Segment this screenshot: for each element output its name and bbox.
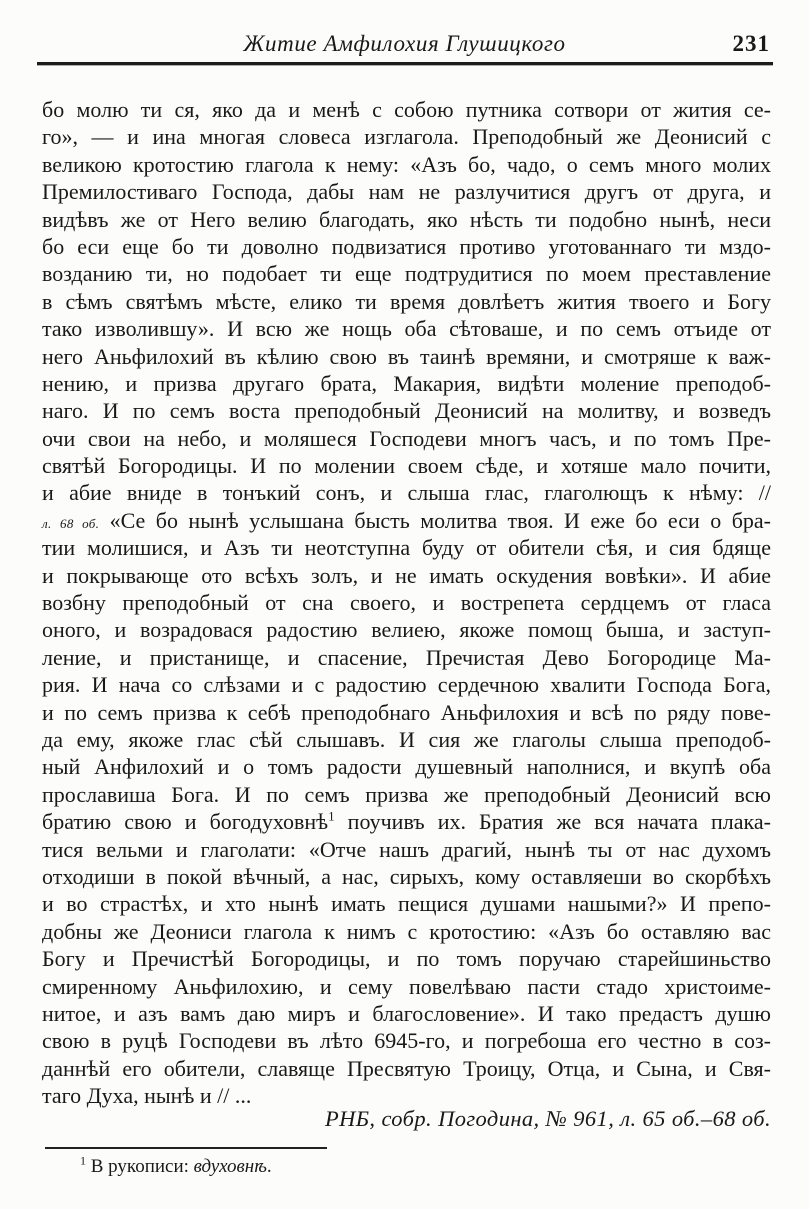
body-line: и по семъ призва к себѣ преподобнаго Аньфилохия и всѣ по ряду пове- [42, 699, 771, 725]
body-line: и покрывающе ото всѣхъ золъ, и не имать оскудения вовѣки». И абие [42, 562, 771, 588]
body-line: Премилостиваго Господа, дабы нам не разлучитися другъ от друга, и [42, 179, 771, 205]
body-line: и во страстѣх, и хто нынѣ имать пещися душами нашыми?» И препо- [42, 891, 771, 917]
page-number: 231 [732, 31, 770, 56]
body-line: добны же Деониси глагола к нимъ с кротостию: «Азъ бо оставляю вас [42, 918, 771, 944]
body-line: нитое, и азъ вамъ даю миръ и благословение». И тако предастъ душю [42, 1000, 771, 1026]
body-line: Богу и Пречистѣй Богородицы, и по томъ поручаю старейшиньство [42, 946, 771, 972]
body-line: л. 68 об. «Се бо нынѣ услышана бысть молитва твоя. И еже бо еси о бра- [42, 507, 771, 533]
body-line: тако изволившу». И всю же нощь оба сѣтоваше, и по семъ отъиде от [42, 316, 771, 342]
body-line: тися вельми и глаголати: «Отче нашъ драгий, нынѣ ты от нас духомъ [42, 836, 771, 862]
body-line: свою в руцѣ Господеви въ лѣто 6945-го, и погребоша его честно в соз- [42, 1028, 771, 1054]
header-rule [37, 62, 773, 65]
body-line: даннѣй его обители, славяще Пресвятую Троицу, Отца, и Сына, и Свя- [42, 1055, 771, 1081]
body-line: прославиша Бога. И по семъ призва же преподобный Деонисий всю [42, 781, 771, 807]
page-title: Житие Амфилохия Глушицкого [243, 31, 566, 56]
body-line: ление, и пристанище, и спасение, Пречистая Дево Богородице Ма- [42, 644, 771, 670]
body-line: рия. И нача со слѣзами и с радостию сердечною хвалити Господа Бога, [42, 672, 771, 698]
footnote-label: В рукописи: [86, 1156, 194, 1177]
body-line: смиренному Аньфилохию, и сему повелѣваю пасти стадо христоиме- [42, 973, 771, 999]
body-line: возбну преподобный от сна своего, и вострепета сердцемъ от гласа [42, 590, 771, 616]
body-line: очи свои на небо, и моляшеся Господеви многъ часъ, и по томъ Пре- [42, 425, 771, 451]
body-line: да ему, якоже глас сѣй слышавъ. И сия же глаголы слыша преподоб- [42, 726, 771, 752]
body-line: го», — и ина многая словеса изглагола. Преподобный же Деонисий с [42, 124, 771, 150]
body-line: ный Анфилохий и о томъ радости душевный наполнися, и вкупѣ оба [42, 754, 771, 780]
running-head [37, 31, 772, 61]
body-line: наго. И по семъ воста преподобный Деонисий на молитву, и возведъ [42, 398, 771, 424]
body-line: тии молишися, и Азъ ти неотступна буду от обители сѣя, и сия бдяще [42, 535, 771, 561]
body-line: него Аньфилохий въ кѣлию свою въ таинѣ времяни, и смотряше к важ- [42, 343, 771, 369]
body-line: возданию ти, но подобает ти еще подтрудитися по моем преставление [42, 261, 771, 287]
source-citation: РНБ, собр. Погодина, № 961, л. 65 об.–68 об. [324, 1106, 771, 1131]
body-line: святѣй Богородицы. И по молении своем сѣде, и хотяше мало почити, [42, 453, 771, 479]
body-line: бо еси еще бо ти доволно подвизатися противо уготованнаго ти мздо- [42, 233, 771, 259]
footnote-marker: 1 [80, 1153, 86, 1168]
body-line: в сѣмъ святѣмъ мѣсте, елико ти время довлѣетъ жития твоего и Богу [42, 288, 771, 314]
body-line: отходиши в покой вѣчный, а нас, сирыхъ, кому оставляеши во скорбѣхъ [42, 863, 771, 889]
body-line: оного, и возрадовася радостию велиею, якоже помощ быша, и заступ- [42, 617, 771, 643]
body-line: и абие вниде в тонъкий сонъ, и слыша глас, глаголющъ к нѣму: // [42, 480, 771, 506]
footnote-term: вдуховнѣ [193, 1156, 267, 1177]
body-line: братию свою и богодуховнѣ$^1$ поучивъ их. Братия же вся начата плака- [42, 808, 771, 835]
body-text [42, 96, 771, 1109]
footnote-suffix: . [266, 1156, 272, 1177]
body-line: великою кротостию глагола к нему: «Азъ бо, чадо, о семъ много молих [42, 151, 771, 177]
body-line: нению, и призва другаго брата, Макария, видѣти моление преподоб- [42, 370, 771, 396]
folio-note: л. 68 об. [42, 515, 100, 531]
body-line: таго Духа, нынѣ и // ... [42, 1083, 252, 1109]
footnote-ref: 1 [328, 808, 335, 824]
footnote [45, 1153, 780, 1178]
footnote-rule [45, 1147, 327, 1149]
body-line: видѣвъ же от Него велию благодать, яко нѣсть ти подобно нынѣ, неси [42, 206, 771, 232]
body-line: бо молю ти ся, яко да и менѣ с собою путника сотвори от жития се- [42, 97, 771, 122]
